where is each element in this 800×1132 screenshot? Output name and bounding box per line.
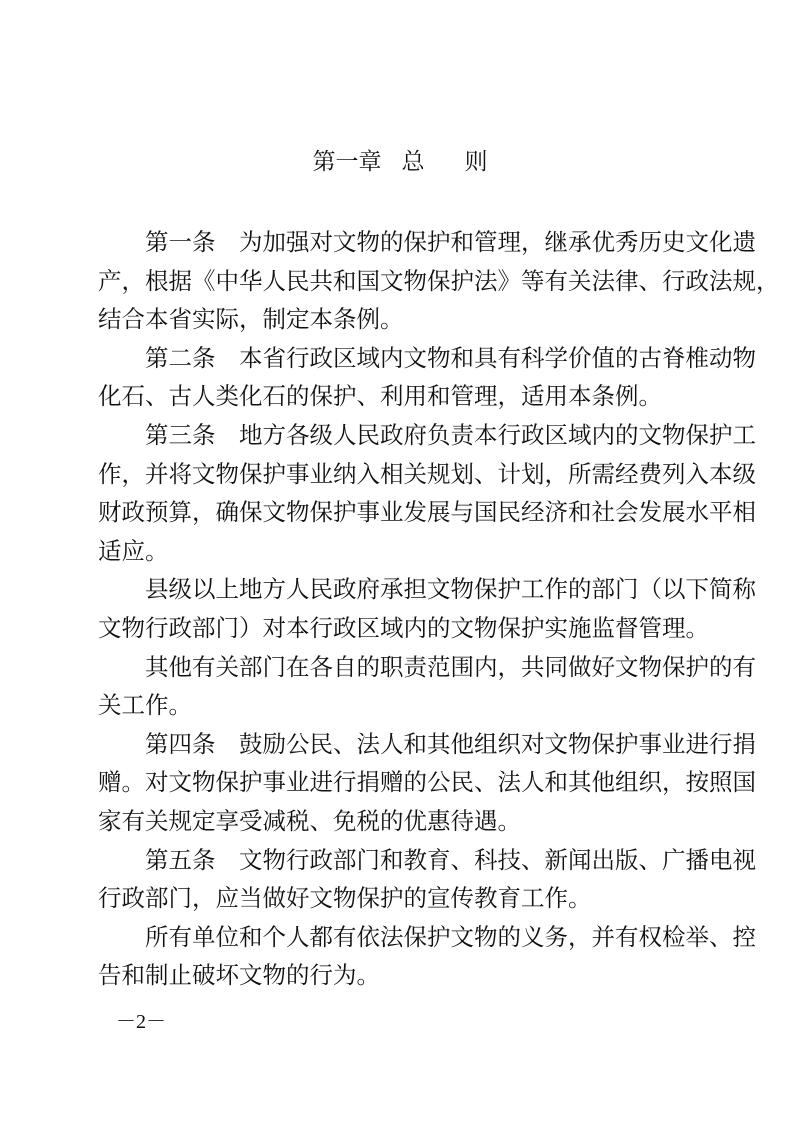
paragraph-line: 产，根据《中华人民共和国文物保护法》等有关法律、行政法规， (98, 268, 780, 295)
paragraph-line: 结合本省实际，制定本条例。 (98, 307, 404, 334)
paragraph (98, 340, 756, 417)
paragraph-line: 第三条 地方各级人民政府负责本行政区域内的文物保护工 (145, 422, 756, 449)
document-body (98, 224, 780, 996)
paragraph-line: 文物行政部门）对本行政区域内的文物保护实施监督管理。 (98, 615, 709, 642)
paragraph (98, 417, 756, 571)
paragraph (98, 726, 756, 842)
paragraph-line: 县级以上地方人民政府承担文物保护工作的部门（以下简称 (145, 577, 756, 604)
chapter-title (0, 146, 800, 178)
paragraph (98, 571, 756, 648)
page-number: －2－ (116, 1011, 166, 1033)
paragraph-line: 第五条 文物行政部门和教育、科技、新闻出版、广播电视 (145, 847, 756, 874)
chapter-title-word-1: 总 (401, 149, 425, 174)
paragraph-line: 家有关规定享受减税、免税的优惠待遇。 (98, 808, 521, 835)
paragraph (98, 842, 756, 919)
paragraph-line: 财政预算，确保文物保护事业发展与国民经济和社会发展水平相 (98, 500, 756, 527)
paragraph-line: 赠。对文物保护事业进行捐赠的公民、法人和其他组织，按照国 (98, 770, 756, 797)
paragraph (98, 919, 756, 996)
paragraph-line: 第四条 鼓励公民、法人和其他组织对文物保护事业进行捐 (145, 731, 756, 758)
chapter-title-word-2: 则 (464, 149, 488, 174)
paragraph-line: 告和制止破坏文物的行为。 (98, 963, 380, 990)
paragraph (98, 224, 780, 340)
paragraph-line: 其他有关部门在各自的职责范围内，共同做好文物保护的有 (145, 654, 756, 681)
paragraph-line: 所有单位和个人都有依法保护文物的义务，并有权检举、控 (145, 924, 756, 951)
paragraph-line: 行政部门，应当做好文物保护的宣传教育工作。 (98, 886, 592, 913)
paragraph-line: 关工作。 (98, 693, 192, 720)
paragraph-line: 作，并将文物保护事业纳入相关规划、计划，所需经费列入本级 (98, 461, 756, 488)
paragraph-line: 第二条 本省行政区域内文物和具有科学价值的古脊椎动物 (145, 345, 756, 372)
paragraph-line: 第一条 为加强对文物的保护和管理，继承优秀历史文化遗 (145, 230, 756, 256)
chapter-number: 第一章 (312, 149, 382, 174)
paragraph-line: 化石、古人类化石的保护、利用和管理，适用本条例。 (98, 384, 662, 411)
paragraph-line: 适应。 (98, 538, 169, 565)
paragraph (98, 649, 756, 726)
